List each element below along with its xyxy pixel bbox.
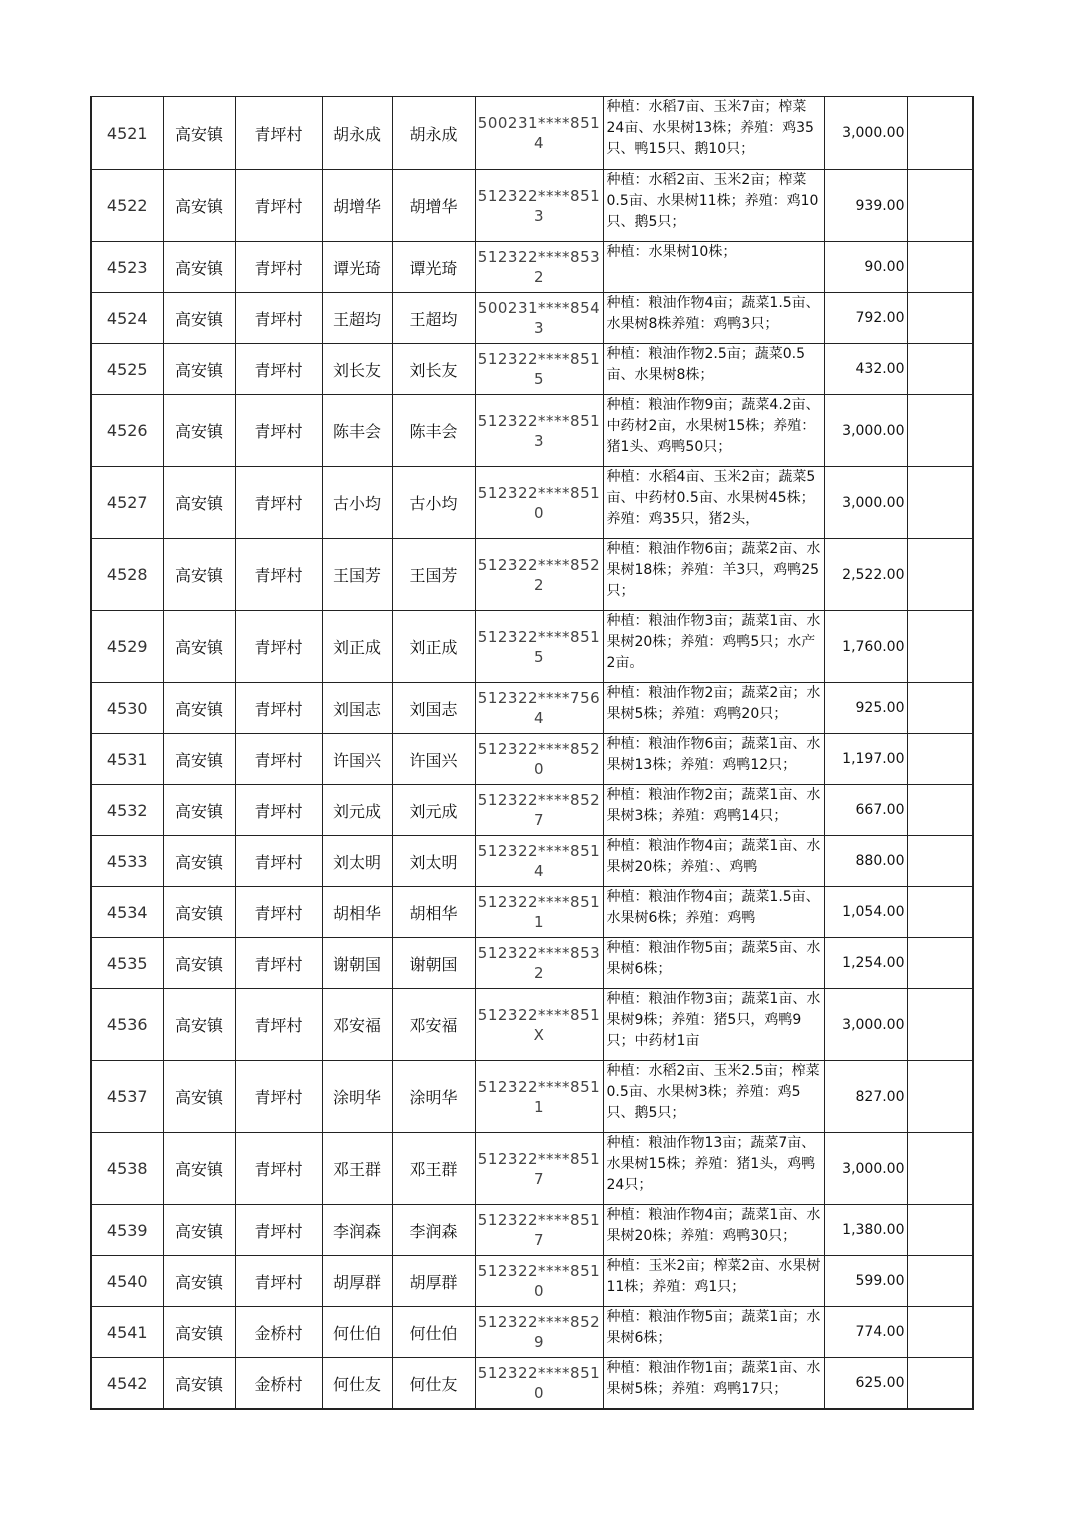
village-cell: 青坪村 [235,989,322,1061]
amount-cell: 3,000.00 [824,1133,907,1205]
table-row [91,683,973,734]
payee-cell: 陈丰会 [392,395,475,467]
amount-cell: 667.00 [824,785,907,836]
town-cell: 高安镇 [163,1307,235,1358]
description-cell [603,1061,824,1133]
id-number-cell: 512322****8513 [475,170,603,242]
description-text: 种植：粮油作物4亩；蔬菜1亩、水果树20株；养殖：鸡鸭30只； [606,1207,821,1244]
table-row [91,785,973,836]
town-cell: 高安镇 [163,467,235,539]
seq-cell: 4539 [91,1205,163,1256]
town-cell: 高安镇 [163,170,235,242]
payee-cell: 何仕伯 [392,1307,475,1358]
remark-cell [907,1307,973,1358]
id-number-cell: 512322****8514 [475,836,603,887]
amount-cell: 3,000.00 [824,467,907,539]
amount-cell: 599.00 [824,1256,907,1307]
amount-cell: 792.00 [824,293,907,344]
description-text: 种植：粮油作物9亩；蔬菜4.2亩、中药材2亩，水果树15株；养殖：猪1头、鸡鸭50只； [606,397,820,455]
village-cell: 青坪村 [235,683,322,734]
id-number-cell: 512322****8532 [475,938,603,989]
town-cell: 高安镇 [163,395,235,467]
payee-cell: 刘国志 [392,683,475,734]
amount-cell: 1,760.00 [824,611,907,683]
description-cell [603,887,824,938]
seq-cell: 4527 [91,467,163,539]
description-cell [603,683,824,734]
remark-cell [907,97,973,170]
town-cell: 高安镇 [163,1061,235,1133]
village-cell: 青坪村 [235,467,322,539]
village-cell: 金桥村 [235,1307,322,1358]
table-row [91,1307,973,1358]
payee-cell: 胡厚群 [392,1256,475,1307]
id-number-cell: 512322****8517 [475,1133,603,1205]
description-text: 种植：粮油作物2亩；蔬菜1亩、水果树3株；养殖：鸡鸭14只； [606,787,821,824]
description-text: 种植：粮油作物5亩；蔬菜1亩；水果树6株； [606,1309,821,1346]
seq-cell: 4530 [91,683,163,734]
description-text: 种植：水稻2亩、玉米2.5亩；榨菜0.5亩、水果树3株；养殖：鸡5只、鹅5只； [606,1063,820,1121]
remark-cell [907,467,973,539]
village-cell: 青坪村 [235,1205,322,1256]
name-cell: 陈丰会 [322,395,392,467]
town-cell: 高安镇 [163,293,235,344]
seq-cell: 4529 [91,611,163,683]
seq-cell: 4526 [91,395,163,467]
description-text: 种植：粮油作物2.5亩；蔬菜0.5亩、水果树8株； [606,346,806,383]
village-cell: 青坪村 [235,170,322,242]
id-number-cell: 512322****8520 [475,734,603,785]
seq-cell: 4525 [91,344,163,395]
seq-cell: 4532 [91,785,163,836]
payee-cell: 胡相华 [392,887,475,938]
id-number-cell: 512322****851X [475,989,603,1061]
table-row [91,344,973,395]
payee-cell: 刘元成 [392,785,475,836]
town-cell: 高安镇 [163,734,235,785]
id-number-cell: 512322****8517 [475,1205,603,1256]
payee-cell: 刘太明 [392,836,475,887]
town-cell: 高安镇 [163,836,235,887]
seq-cell: 4538 [91,1133,163,1205]
town-cell: 高安镇 [163,97,235,170]
description-cell [603,1133,824,1205]
description-cell [603,344,824,395]
amount-cell: 1,054.00 [824,887,907,938]
town-cell: 高安镇 [163,785,235,836]
payee-cell: 刘长友 [392,344,475,395]
table-row [91,467,973,539]
description-text: 种植：粮油作物3亩；蔬菜1亩、水果树9株；养殖：猪5只，鸡鸭9只；中药材1亩 [606,991,821,1049]
description-text: 种植：粮油作物5亩；蔬菜5亩、水果树6株； [606,940,821,977]
name-cell: 胡永成 [322,97,392,170]
remark-cell [907,1133,973,1205]
village-cell: 青坪村 [235,836,322,887]
table-row [91,1205,973,1256]
payee-cell: 涂明华 [392,1061,475,1133]
description-cell [603,989,824,1061]
payee-cell: 邓王群 [392,1133,475,1205]
village-cell: 青坪村 [235,97,322,170]
id-number-cell: 512322****8515 [475,611,603,683]
amount-cell: 625.00 [824,1358,907,1410]
payee-cell: 胡永成 [392,97,475,170]
description-cell [603,1256,824,1307]
description-text: 种植：玉米2亩；榨菜2亩、水果树11株；养殖：鸡1只； [606,1258,821,1295]
village-cell: 青坪村 [235,734,322,785]
id-number-cell: 512322****8513 [475,395,603,467]
village-cell: 青坪村 [235,344,322,395]
id-number-cell: 512322****8529 [475,1307,603,1358]
village-cell: 青坪村 [235,242,322,293]
payee-cell: 胡增华 [392,170,475,242]
description-cell [603,242,824,293]
description-cell [603,395,824,467]
name-cell: 王国芳 [322,539,392,611]
description-cell [603,611,824,683]
village-cell: 青坪村 [235,938,322,989]
name-cell: 何仕友 [322,1358,392,1410]
description-text: 种植：粮油作物4亩；蔬菜1.5亩、水果树6株；养殖：鸡鸭 [606,889,820,926]
description-cell [603,938,824,989]
payee-cell: 许国兴 [392,734,475,785]
id-number-cell: 512322****7564 [475,683,603,734]
name-cell: 李润森 [322,1205,392,1256]
table-row [91,611,973,683]
description-text: 种植：粮油作物4亩；蔬菜1.5亩、水果树8株养殖：鸡鸭3只； [606,295,820,332]
description-cell [603,836,824,887]
payee-cell: 邓安福 [392,989,475,1061]
name-cell: 刘国志 [322,683,392,734]
village-cell: 青坪村 [235,785,322,836]
town-cell: 高安镇 [163,344,235,395]
remark-cell [907,836,973,887]
seq-cell: 4533 [91,836,163,887]
village-cell: 青坪村 [235,395,322,467]
remark-cell [907,734,973,785]
table-row [91,836,973,887]
description-cell [603,1205,824,1256]
remark-cell [907,170,973,242]
amount-cell: 2,522.00 [824,539,907,611]
remark-cell [907,1256,973,1307]
amount-cell: 939.00 [824,170,907,242]
seq-cell: 4528 [91,539,163,611]
table-row [91,989,973,1061]
seq-cell: 4534 [91,887,163,938]
remark-cell [907,938,973,989]
subsidy-table [90,96,974,1410]
name-cell: 刘正成 [322,611,392,683]
table-row [91,539,973,611]
village-cell: 青坪村 [235,293,322,344]
description-cell [603,734,824,785]
id-number-cell: 512322****8511 [475,1061,603,1133]
description-text: 种植：粮油作物3亩；蔬菜1亩、水果树20株；养殖：鸡鸭5只；水产2亩。 [606,613,821,671]
seq-cell: 4541 [91,1307,163,1358]
village-cell: 青坪村 [235,611,322,683]
remark-cell [907,1358,973,1410]
payee-cell: 刘正成 [392,611,475,683]
remark-cell [907,293,973,344]
remark-cell [907,887,973,938]
name-cell: 刘长友 [322,344,392,395]
description-cell [603,785,824,836]
description-text: 种植：水稻7亩、玉米7亩；榨菜24亩、水果树13株；养殖：鸡35只、鸭15只、鹅10只； [606,99,814,157]
village-cell: 金桥村 [235,1358,322,1410]
seq-cell: 4521 [91,97,163,170]
description-text: 种植：水稻2亩、玉米2亩；榨菜0.5亩、水果树11株；养殖：鸡10只、鹅5只； [606,172,819,230]
village-cell: 青坪村 [235,1256,322,1307]
name-cell: 胡增华 [322,170,392,242]
amount-cell: 1,254.00 [824,938,907,989]
description-cell [603,1307,824,1358]
town-cell: 高安镇 [163,1205,235,1256]
town-cell: 高安镇 [163,1133,235,1205]
amount-cell: 90.00 [824,242,907,293]
amount-cell: 827.00 [824,1061,907,1133]
amount-cell: 774.00 [824,1307,907,1358]
seq-cell: 4523 [91,242,163,293]
name-cell: 涂明华 [322,1061,392,1133]
name-cell: 刘太明 [322,836,392,887]
town-cell: 高安镇 [163,938,235,989]
id-number-cell: 512322****8510 [475,1256,603,1307]
name-cell: 胡厚群 [322,1256,392,1307]
amount-cell: 925.00 [824,683,907,734]
table-row [91,395,973,467]
id-number-cell: 512322****8511 [475,887,603,938]
id-number-cell: 512322****8515 [475,344,603,395]
id-number-cell: 512322****8522 [475,539,603,611]
name-cell: 谢朝国 [322,938,392,989]
seq-cell: 4524 [91,293,163,344]
seq-cell: 4535 [91,938,163,989]
description-cell [603,97,824,170]
name-cell: 何仕伯 [322,1307,392,1358]
id-number-cell: 500231****8543 [475,293,603,344]
remark-cell [907,1205,973,1256]
name-cell: 邓王群 [322,1133,392,1205]
table-row [91,938,973,989]
payee-cell: 李润森 [392,1205,475,1256]
description-cell [603,539,824,611]
remark-cell [907,683,973,734]
table-row [91,242,973,293]
id-number-cell: 512322****8532 [475,242,603,293]
table-row [91,1358,973,1410]
town-cell: 高安镇 [163,539,235,611]
amount-cell: 3,000.00 [824,97,907,170]
seq-cell: 4537 [91,1061,163,1133]
amount-cell: 880.00 [824,836,907,887]
description-cell [603,1358,824,1410]
description-text: 种植：粮油作物6亩；蔬菜1亩、水果树13株；养殖：鸡鸭12只； [606,736,821,773]
payee-cell: 谢朝国 [392,938,475,989]
town-cell: 高安镇 [163,242,235,293]
description-text: 种植：粮油作物1亩；蔬菜1亩、水果树5株；养殖：鸡鸭17只； [606,1360,821,1397]
description-text: 种植：粮油作物6亩；蔬菜2亩、水果树18株；养殖：羊3只，鸡鸭25只； [606,541,821,599]
seq-cell: 4531 [91,734,163,785]
id-number-cell: 512322****8527 [475,785,603,836]
name-cell: 古小均 [322,467,392,539]
remark-cell [907,785,973,836]
village-cell: 青坪村 [235,887,322,938]
description-text: 种植：粮油作物4亩；蔬菜1亩、水果树20株；养殖：、鸡鸭 [606,838,821,875]
payee-cell: 王超均 [392,293,475,344]
town-cell: 高安镇 [163,887,235,938]
table-row [91,1256,973,1307]
table-row [91,734,973,785]
table-row [91,293,973,344]
payee-cell: 谭光琦 [392,242,475,293]
remark-cell [907,1061,973,1133]
description-cell [603,293,824,344]
table-body [91,97,973,1410]
amount-cell: 1,380.00 [824,1205,907,1256]
amount-cell: 3,000.00 [824,989,907,1061]
seq-cell: 4540 [91,1256,163,1307]
seq-cell: 4536 [91,989,163,1061]
table-row [91,887,973,938]
seq-cell: 4542 [91,1358,163,1410]
remark-cell [907,539,973,611]
name-cell: 谭光琦 [322,242,392,293]
amount-cell: 3,000.00 [824,395,907,467]
id-number-cell: 500231****8514 [475,97,603,170]
town-cell: 高安镇 [163,1358,235,1410]
description-text: 种植：水稻4亩、玉米2亩；蔬菜5亩、中药材0.5亩、水果树45株；养殖：鸡35只，猪2头， [606,469,816,527]
remark-cell [907,242,973,293]
remark-cell [907,611,973,683]
payee-cell: 古小均 [392,467,475,539]
village-cell: 青坪村 [235,1061,322,1133]
description-cell [603,467,824,539]
description-cell [603,170,824,242]
table-row [91,1133,973,1205]
table-row [91,1061,973,1133]
amount-cell: 1,197.00 [824,734,907,785]
name-cell: 邓安福 [322,989,392,1061]
remark-cell [907,344,973,395]
table-row [91,170,973,242]
payee-cell: 何仕友 [392,1358,475,1410]
remark-cell [907,395,973,467]
id-number-cell: 512322****8510 [475,467,603,539]
town-cell: 高安镇 [163,989,235,1061]
amount-cell: 432.00 [824,344,907,395]
description-text: 种植：粮油作物13亩；蔬菜7亩、水果树15株；养殖：猪1头，鸡鸭24只； [606,1135,816,1193]
description-text: 种植：水果树10株； [606,244,737,260]
description-text: 种植：粮油作物2亩；蔬菜2亩；水果树5株；养殖：鸡鸭20只； [606,685,821,722]
town-cell: 高安镇 [163,683,235,734]
name-cell: 许国兴 [322,734,392,785]
name-cell: 胡相华 [322,887,392,938]
table-row [91,97,973,170]
village-cell: 青坪村 [235,1133,322,1205]
name-cell: 王超均 [322,293,392,344]
town-cell: 高安镇 [163,1256,235,1307]
town-cell: 高安镇 [163,611,235,683]
name-cell: 刘元成 [322,785,392,836]
payee-cell: 王国芳 [392,539,475,611]
seq-cell: 4522 [91,170,163,242]
village-cell: 青坪村 [235,539,322,611]
remark-cell [907,989,973,1061]
id-number-cell: 512322****8510 [475,1358,603,1410]
